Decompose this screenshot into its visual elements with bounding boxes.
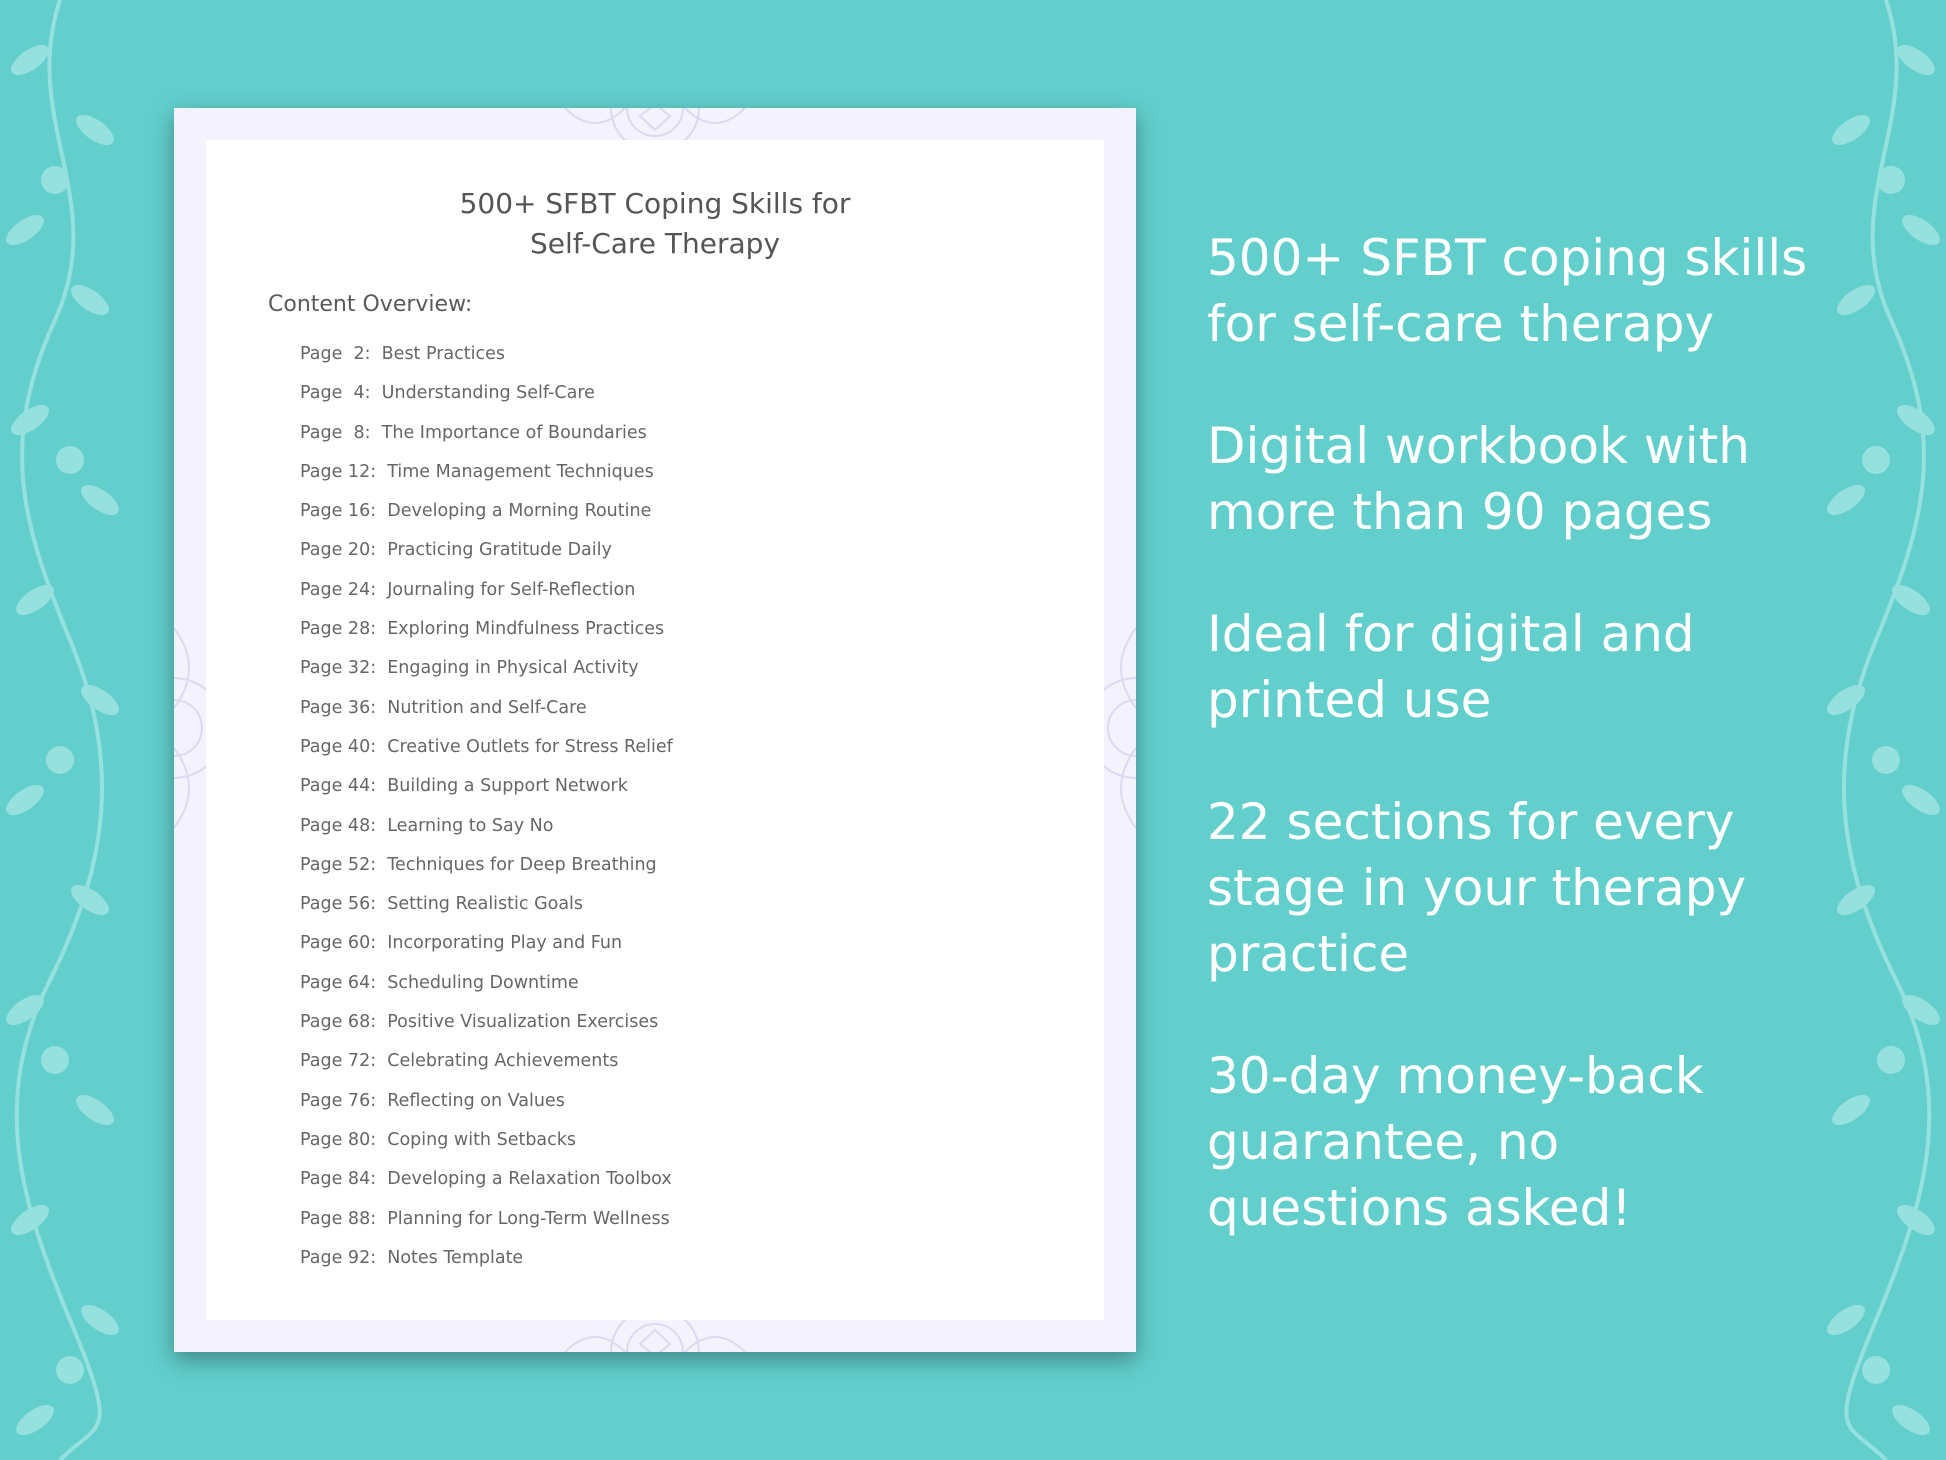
toc-item [300, 1169, 673, 1208]
toc-item [300, 894, 673, 933]
toc-page-number: Page 4: [300, 383, 371, 404]
toc-item [300, 1130, 673, 1169]
toc-item [300, 540, 673, 579]
toc-title: Nutrition and Self-Care [387, 697, 587, 718]
toc-item [300, 501, 673, 540]
toc-item [300, 816, 673, 855]
toc-page-number: Page 24: [300, 579, 377, 600]
document-title-line: Self-Care Therapy [529, 227, 781, 260]
toc-item [300, 383, 673, 422]
toc-page-number: Page 88: [300, 1208, 377, 1229]
toc-title: Planning for Long-Term Wellness [387, 1208, 670, 1229]
toc-page-number: Page 40: [300, 736, 377, 757]
mandala-icon [1104, 608, 1136, 848]
feature-text [1207, 789, 1917, 987]
toc-page-number: Page 80: [300, 1129, 377, 1150]
feature-line: printed use [1207, 671, 1492, 729]
toc-item [300, 1091, 673, 1130]
toc-title: Celebrating Achievements [387, 1051, 619, 1072]
toc-page-number: Page 68: [300, 1012, 377, 1033]
toc-title: Reflecting on Values [387, 1090, 565, 1111]
toc-title: The Importance of Boundaries [381, 422, 647, 443]
toc-item [300, 1209, 673, 1248]
toc-title: Developing a Morning Routine [387, 501, 652, 522]
feature-line: guarantee, no [1207, 1113, 1560, 1171]
toc-page-number: Page 60: [300, 933, 377, 954]
feature-text [1207, 225, 1917, 357]
feature-line: 500+ SFBT coping skills [1207, 229, 1808, 287]
toc-title: Positive Visualization Exercises [387, 1012, 659, 1033]
toc-page-number: Page 76: [300, 1090, 377, 1111]
toc-page-number: Page 2: [300, 344, 371, 364]
toc-item [300, 344, 673, 383]
content-overview-heading: Content Overview: [268, 292, 473, 317]
toc-page-number: Page 16: [300, 501, 377, 522]
toc-item [300, 933, 673, 972]
toc-item [300, 619, 673, 658]
toc-page-number: Page 92: [300, 1247, 377, 1268]
feature-text [1207, 601, 1917, 733]
mandala-icon [505, 1320, 805, 1352]
toc-page-number: Page 52: [300, 854, 377, 875]
feature-line: Ideal for digital and [1207, 605, 1695, 663]
feature-line: for self-care therapy [1207, 295, 1715, 353]
toc-item [300, 855, 673, 894]
toc-item [300, 1051, 673, 1090]
toc-page-number: Page 64: [300, 972, 377, 993]
toc-title: Developing a Relaxation Toolbox [387, 1169, 672, 1190]
toc-page-number: Page 32: [300, 658, 377, 679]
toc-title: Setting Realistic Goals [387, 894, 584, 915]
feature-line: Digital workbook with [1207, 417, 1750, 475]
document-title-line: 500+ SFBT Coping Skills for [459, 187, 851, 220]
toc-page-number: Page 28: [300, 619, 377, 640]
toc-item [300, 423, 673, 462]
toc-page-number: Page 8: [300, 422, 371, 443]
mandala-icon [505, 108, 805, 140]
feature-line: questions asked! [1207, 1179, 1632, 1237]
toc-title: Notes Template [387, 1247, 524, 1268]
mandala-icon [174, 608, 206, 848]
toc-title: Engaging in Physical Activity [387, 658, 639, 679]
toc-title: Practicing Gratitude Daily [387, 540, 612, 561]
toc-title: Scheduling Downtime [387, 972, 579, 993]
document-page [206, 140, 1104, 1320]
toc-item [300, 973, 673, 1012]
toc-title: Coping with Setbacks [387, 1129, 577, 1150]
toc-title: Time Management Techniques [387, 461, 654, 482]
toc-page-number: Page 12: [300, 461, 377, 482]
toc-page-number: Page 84: [300, 1169, 377, 1190]
toc-item [300, 658, 673, 697]
toc-title: Journaling for Self-Reflection [387, 579, 636, 600]
toc-title: Best Practices [381, 344, 506, 364]
feature-text [1207, 413, 1917, 545]
feature-line: stage in your therapy [1207, 859, 1747, 917]
toc-page-number: Page 72: [300, 1051, 377, 1072]
toc-title: Techniques for Deep Breathing [387, 854, 657, 875]
toc-title: Learning to Say No [387, 815, 554, 836]
toc-item [300, 580, 673, 619]
toc-item [300, 462, 673, 501]
floral-vine-icon [0, 0, 140, 1460]
document-preview [174, 108, 1136, 1352]
toc-item [300, 698, 673, 737]
toc-title: Building a Support Network [387, 776, 628, 797]
feature-text [1207, 1043, 1917, 1241]
toc-item [300, 1248, 673, 1287]
toc-item [300, 776, 673, 815]
table-of-contents [300, 344, 673, 1287]
document-title [206, 184, 1104, 264]
feature-line: 22 sections for every [1207, 793, 1735, 851]
toc-title: Exploring Mindfulness Practices [387, 619, 665, 640]
toc-page-number: Page 20: [300, 540, 377, 561]
toc-page-number: Page 56: [300, 894, 377, 915]
feature-line: 30-day money-back [1207, 1047, 1704, 1105]
toc-title: Understanding Self-Care [381, 383, 595, 404]
toc-item [300, 1012, 673, 1051]
toc-title: Creative Outlets for Stress Relief [387, 736, 673, 757]
toc-item [300, 737, 673, 776]
feature-line: practice [1207, 925, 1410, 983]
feature-list [1207, 225, 1917, 1297]
toc-page-number: Page 48: [300, 815, 377, 836]
toc-page-number: Page 44: [300, 776, 377, 797]
feature-line: more than 90 pages [1207, 483, 1713, 541]
toc-page-number: Page 36: [300, 697, 377, 718]
toc-title: Incorporating Play and Fun [387, 933, 623, 954]
